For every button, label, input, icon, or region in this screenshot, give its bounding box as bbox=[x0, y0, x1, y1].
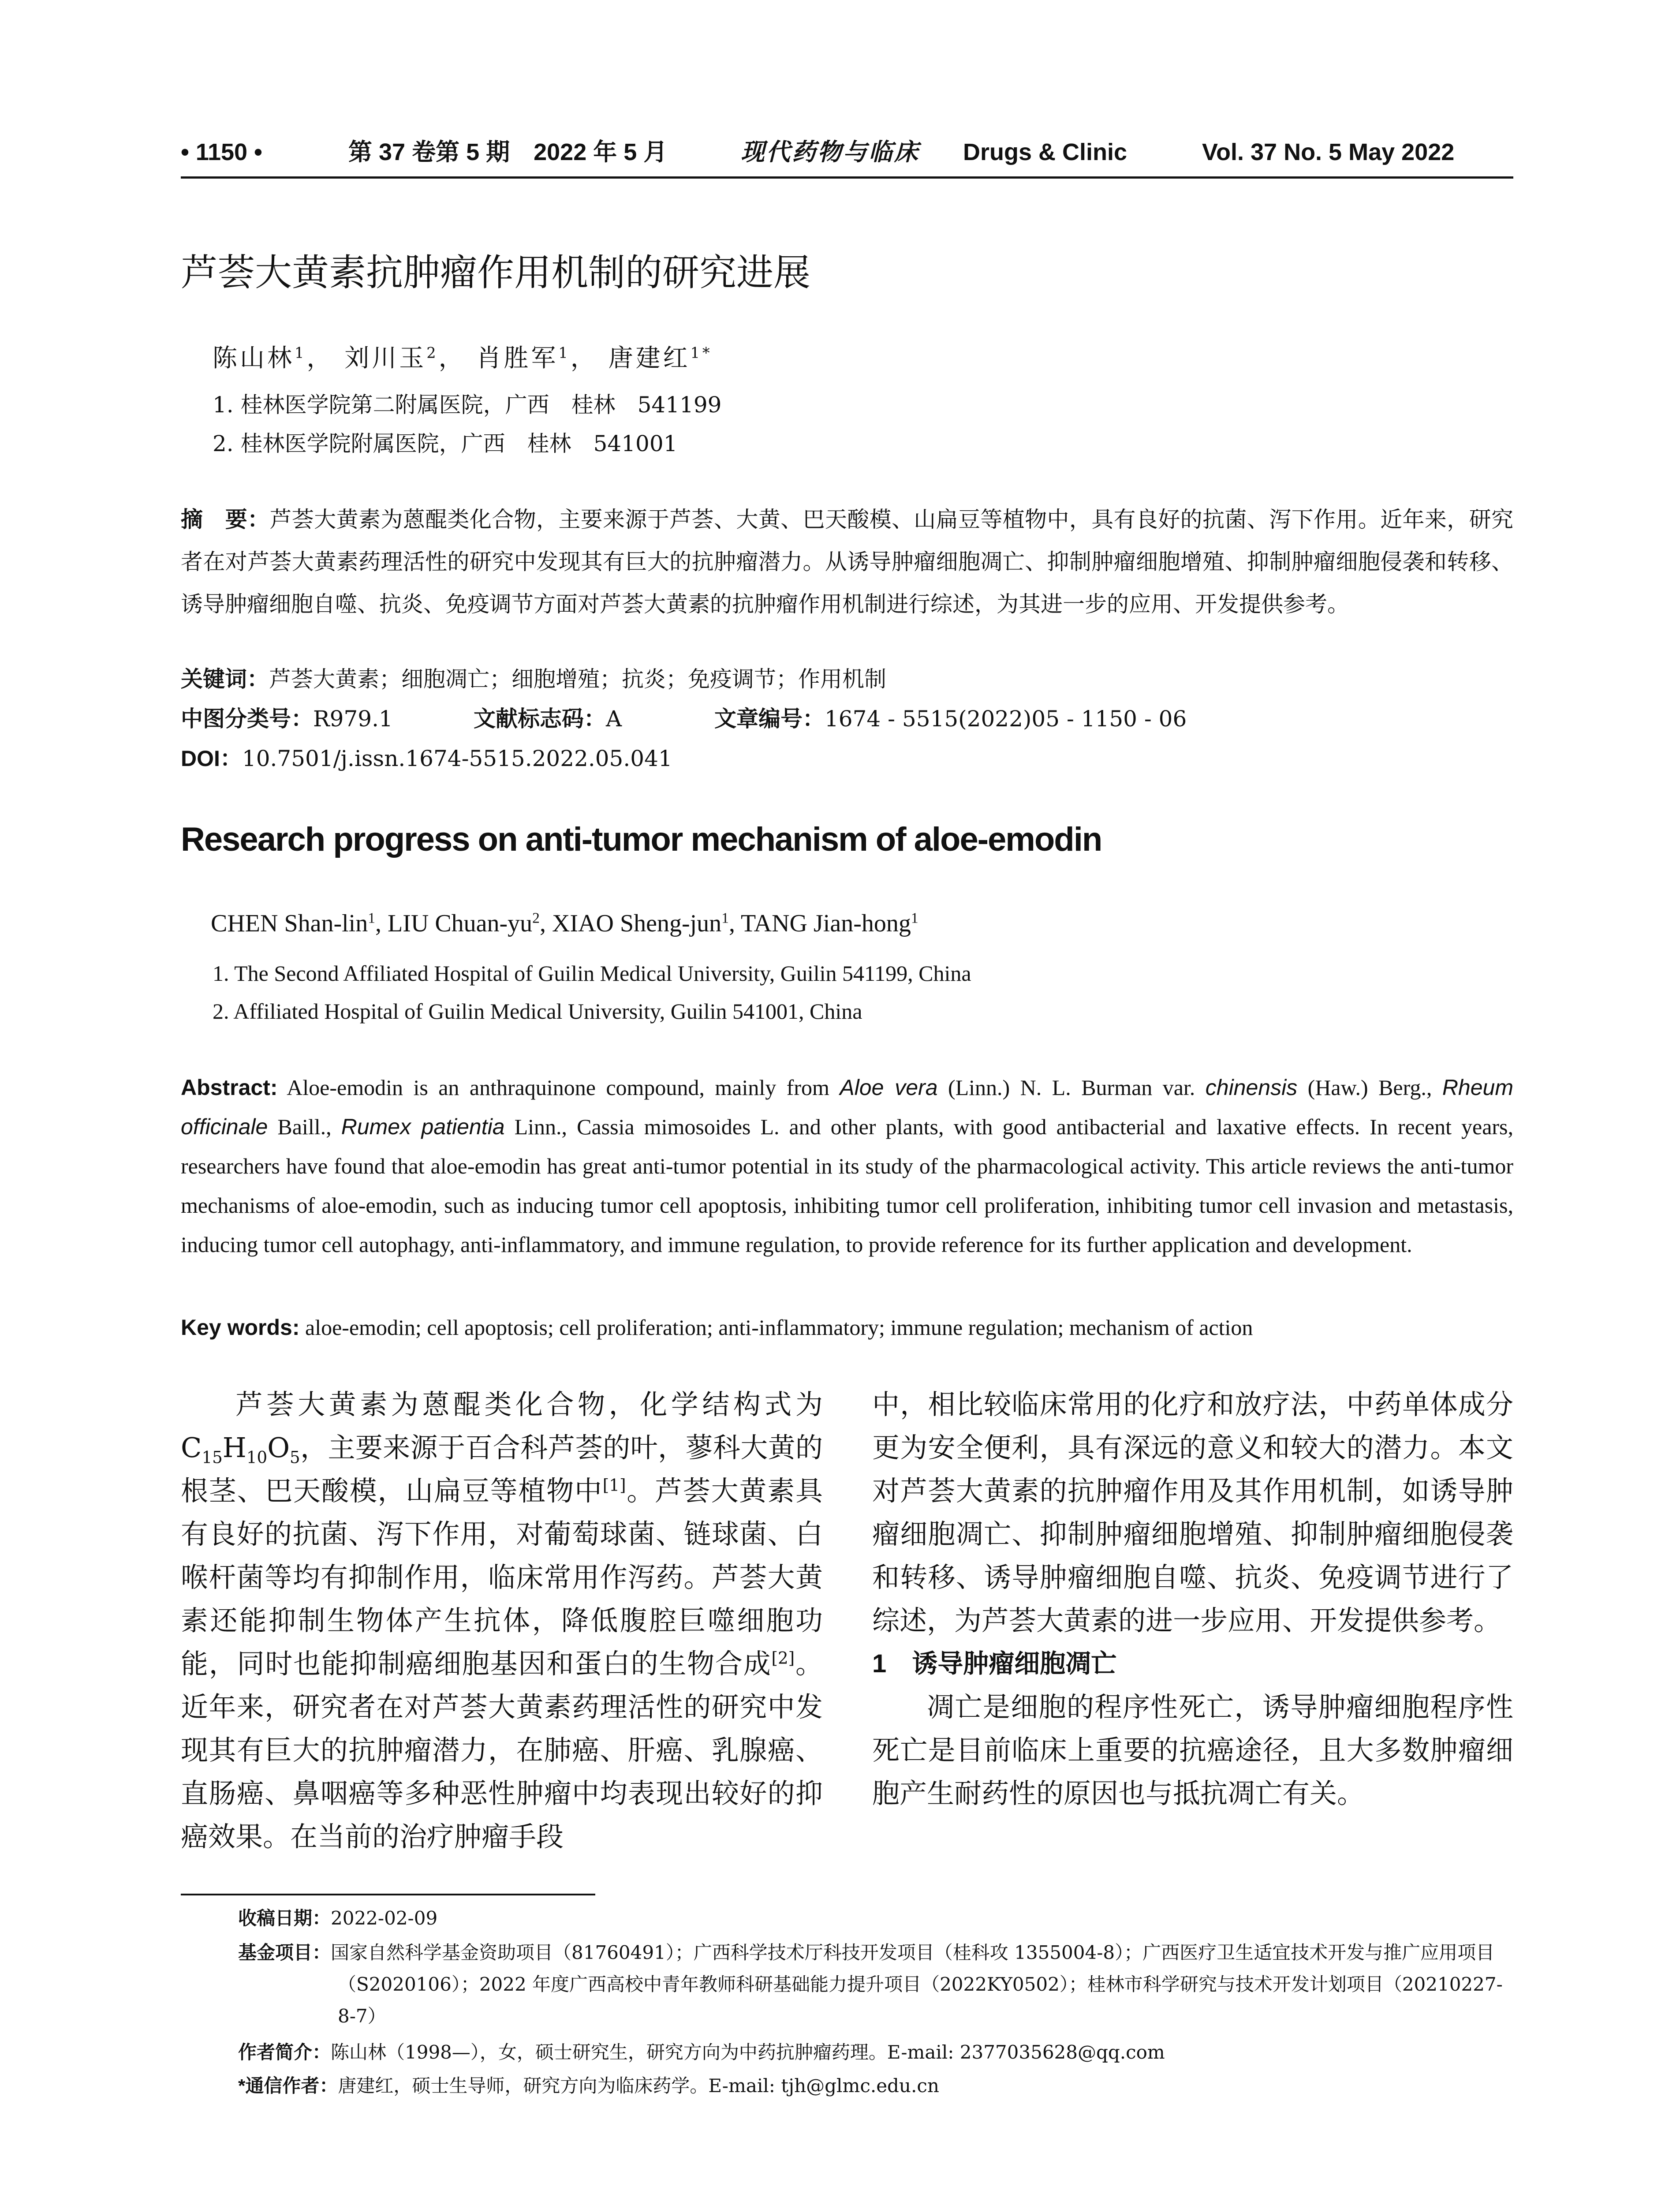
body-text: 。近年来，研究者在对芦荟大黄素药理活性的研究中发现其有巨大的抗肿瘤潜力，在肺癌、肝癌、乳腺癌、直肠癌、鼻咽癌等多种恶性肿瘤中均表现出较好的抑癌效果。在当前的治疗肿瘤手段 bbox=[181, 1648, 823, 1853]
issue-info-cn: 第 37 卷第 5 期 2022 年 5 月 bbox=[348, 139, 668, 165]
abstract-en-text: Aloe-emodin is an anthraquinone compound, mainly from bbox=[277, 1075, 840, 1100]
footnote-text: 国家自然科学基金资助项目（81760491）；广西科学技术厅科技开发项目（桂科攻 1355004-8）；广西医疗卫生适宜技术开发与推广应用项目（S2020106）；2022 年度广西高校中青年教师科研基础能力提升项目（2022KY0502）；桂林市科学研究与技术开发计划项目（20210227-8-7） bbox=[331, 1942, 1503, 2027]
document-code-label: 文献标志码： bbox=[474, 706, 606, 731]
author-affiliation-mark: 1 bbox=[558, 344, 571, 362]
species-name: Rheum officinale bbox=[181, 1075, 1513, 1139]
footnote-author bbox=[238, 2037, 1513, 2068]
classification-label: 中图分类号： bbox=[181, 706, 313, 731]
keywords-en bbox=[181, 1308, 1513, 1347]
abstract-cn-label: 摘 要： bbox=[181, 507, 270, 532]
abstract-en-label: Abstract: bbox=[181, 1075, 278, 1100]
keywords-cn-text: 芦荟大黄素；细胞凋亡；细胞增殖；抗炎；免疫调节；作用机制 bbox=[269, 666, 886, 692]
affiliation-cn-1: 1. 桂林医学院第二附属医院，广西 桂林 541199 bbox=[213, 392, 722, 418]
author-name: XIAO Sheng-jun bbox=[552, 910, 722, 937]
author-name: LIU Chuan-yu bbox=[388, 910, 533, 937]
issue-info-en: Vol. 37 No. 5 May 2022 bbox=[1202, 139, 1455, 165]
footnote-label: *通信作者： bbox=[238, 2075, 338, 2096]
author-affiliation-mark: 2 bbox=[532, 910, 540, 927]
footnote-label: 基金项目： bbox=[238, 1942, 331, 1963]
journal-name-en: Drugs & Clinic bbox=[963, 139, 1127, 165]
affiliation-cn-2: 2. 桂林医学院附属医院，广西 桂林 541001 bbox=[213, 431, 678, 456]
author-list-en: CHEN Shan-lin$^1$, LIU Chuan-$yu^2$, XIAO Sheng-jun$^1$, TANG Jian-hong$^1$ bbox=[211, 910, 918, 937]
author-list-cn: 陈山林$^1$， 刘川玉$^2$， 肖胜军$^1$， 唐建红$^{1*}$ bbox=[213, 344, 713, 373]
author-name: 陈山林 bbox=[213, 344, 295, 373]
classification-value: R979.1 bbox=[313, 706, 393, 732]
abstract-en-text: (Linn.) N. L. Burman var. bbox=[937, 1075, 1206, 1100]
document-code-value: A bbox=[606, 706, 622, 732]
footnote-label: 收稿日期： bbox=[238, 1908, 331, 1928]
author-name: TANG Jian-hong bbox=[740, 910, 911, 937]
article-title-en: Research progress on anti-tumor mechanism of aloe-emodin bbox=[181, 821, 1102, 858]
journal-name-cn: 现代药物与临床 bbox=[741, 139, 920, 165]
abstract-cn bbox=[181, 498, 1513, 625]
footnote-text: 唐建红，硕士生导师，研究方向为临床药学。E-mail: tjh@glmc.edu.cn bbox=[338, 2075, 939, 2097]
header-rule bbox=[181, 176, 1513, 179]
formula-subscript: 5 bbox=[290, 1447, 300, 1467]
keywords-cn-label: 关键词： bbox=[181, 667, 269, 691]
body-paragraph: 凋亡是细胞的程序性死亡，诱导肿瘤细胞程序性死亡是目前临床上重要的抗癌途径，且大多数肿瘤细胞产生耐药性的原因也与抵抗凋亡有关。 bbox=[872, 1691, 1513, 1809]
keywords-en-label: Key words: bbox=[181, 1315, 300, 1340]
classification-number bbox=[181, 701, 393, 733]
author-affiliation-mark: 1* bbox=[690, 344, 713, 362]
abstract-en-text: Linn., Cassia mimosoides L. and other plants, with good antibacterial and laxative effects. In recent years, researchers have found that aloe-emodin has great anti-tumor potential in its study of the pharmacological activity. This article reviews the anti-tumor mechanisms of aloe-emodin, such as inducing tumor cell apoptosis, inhibiting tumor cell proliferation, inhibiting tumor cell invasion and metastasis, inducing tumor cell autophagy, anti-inflammatory, and immune regulation, to provide reference for its further application and development. bbox=[181, 1114, 1514, 1257]
affiliation-en-2: 2. Affiliated Hospital of Guilin Medical University, Guilin 541001, China bbox=[213, 999, 862, 1024]
footnote-label: 作者简介： bbox=[238, 2042, 331, 2063]
author-name: 唐建红 bbox=[608, 344, 691, 373]
doi-label: DOI： bbox=[181, 746, 242, 771]
body-paragraph bbox=[181, 1383, 823, 1858]
author-affiliation-mark: 2 bbox=[426, 344, 439, 362]
author-name: CHEN Shan-lin bbox=[211, 910, 368, 937]
author-affiliation-mark: 1 bbox=[911, 910, 918, 927]
footnote-rule bbox=[181, 1894, 595, 1895]
formula-element: H bbox=[222, 1431, 246, 1464]
footnote-corresponding bbox=[238, 2070, 1513, 2102]
abstract-en-text: (Haw.) Berg., bbox=[1297, 1075, 1442, 1100]
doi bbox=[181, 741, 672, 773]
body-text: ，主要来源于百合科芦荟的叶，蓼科大黄的根茎、巴天酸模，山扁豆等植物中 bbox=[181, 1431, 823, 1507]
body-left-column bbox=[181, 1383, 823, 1858]
species-name: Rumex patientia bbox=[341, 1114, 505, 1139]
citation-ref: [1] bbox=[602, 1475, 626, 1495]
species-name: Aloe vera bbox=[840, 1075, 938, 1100]
author-affiliation-mark: 1 bbox=[368, 910, 376, 927]
doi-value: 10.7501/j.issn.1674-5515.2022.05.041 bbox=[242, 746, 672, 771]
footnote-text: 陈山林（1998—），女，硕士研究生，研究方向为中药抗肿瘤药理。E-mail: 2377035628@qq.com bbox=[331, 2041, 1165, 2063]
abstract-cn-text: 芦荟大黄素为蒽醌类化合物，主要来源于芦荟、大黄、巴天酸模、山扁豆等植物中，具有良好的抗菌、泻下作用。近年来，研究者在对芦荟大黄素药理活性的研究中发现其有巨大的抗肿瘤潜力。从诱导肿瘤细胞凋亡、抑制肿瘤细胞增殖、抑制肿瘤细胞侵袭和转移、诱导肿瘤细胞自噬、抗炎、免疫调节方面对芦荟大黄素的抗肿瘤作用机制进行综述，为其进一步的应用、开发提供参考。 bbox=[181, 507, 1514, 617]
species-name: chinensis bbox=[1205, 1075, 1298, 1100]
author-affiliation-mark: 1 bbox=[721, 910, 729, 927]
article-number bbox=[714, 701, 1187, 733]
author-name: 肖胜军 bbox=[476, 344, 559, 373]
keywords-cn bbox=[181, 662, 886, 693]
page-number: • 1150 • bbox=[181, 139, 262, 165]
author-name: 刘川玉 bbox=[344, 344, 427, 373]
body-paragraph: 中，相比较临床常用的化疗和放疗法，中药单体成分更为安全便利，具有深远的意义和较大的潜力。本文对芦荟大黄素的抗肿瘤作用及其作用机制，如诱导肿瘤细胞凋亡、抑制肿瘤细胞增殖、抑制肿瘤细胞侵袭和转移、诱导肿瘤细胞自噬、抗炎、免疫调节进行了综述，为芦荟大黄素的进一步应用、开发提供参考。 bbox=[872, 1388, 1513, 1637]
document-code bbox=[474, 701, 622, 733]
formula-subscript: 15 bbox=[202, 1447, 223, 1467]
article-number-label: 文章编号： bbox=[714, 706, 825, 731]
citation-ref: [2] bbox=[771, 1648, 795, 1668]
formula-element: O bbox=[267, 1431, 290, 1464]
footnote-text: 2022-02-09 bbox=[331, 1907, 438, 1929]
keywords-en-text: aloe-emodin; cell apoptosis; cell proliferation; anti-inflammatory; immune regulation; mechanism of action bbox=[299, 1315, 1253, 1340]
body-text: 。芦荟大黄素具有良好的抗菌、泻下作用，对葡萄球菌、链球菌、白喉杆菌等均有抑制作用，临床常用作泻药。芦荟大黄素还能抑制生物体产生抗体，降低腹腔巨噬细胞功能，同时也能抑制癌细胞基因和蛋白的生物合成 bbox=[181, 1475, 823, 1680]
body-right-column bbox=[872, 1383, 1513, 1815]
footnote-funding bbox=[238, 1937, 1513, 2032]
author-affiliation-mark: 1 bbox=[295, 344, 307, 362]
article-number-value: 1674 - 5515(2022)05 - 1150 - 06 bbox=[825, 706, 1187, 732]
section-heading: 1 诱导肿瘤细胞凋亡 bbox=[872, 1649, 1117, 1678]
article-title-cn: 芦荟大黄素抗肿瘤作用机制的研究进展 bbox=[181, 251, 811, 294]
abstract-en bbox=[181, 1068, 1513, 1264]
footnote-received bbox=[238, 1902, 1513, 1934]
abstract-en-text: Baill., bbox=[268, 1114, 341, 1139]
affiliation-en-1: 1. The Second Affiliated Hospital of Guilin Medical University, Guilin 541199, China bbox=[213, 961, 971, 986]
formula-subscript: 10 bbox=[246, 1447, 268, 1467]
body-text: 芦荟大黄素为蒽醌类化合物，化学结构式为 C bbox=[181, 1388, 823, 1464]
